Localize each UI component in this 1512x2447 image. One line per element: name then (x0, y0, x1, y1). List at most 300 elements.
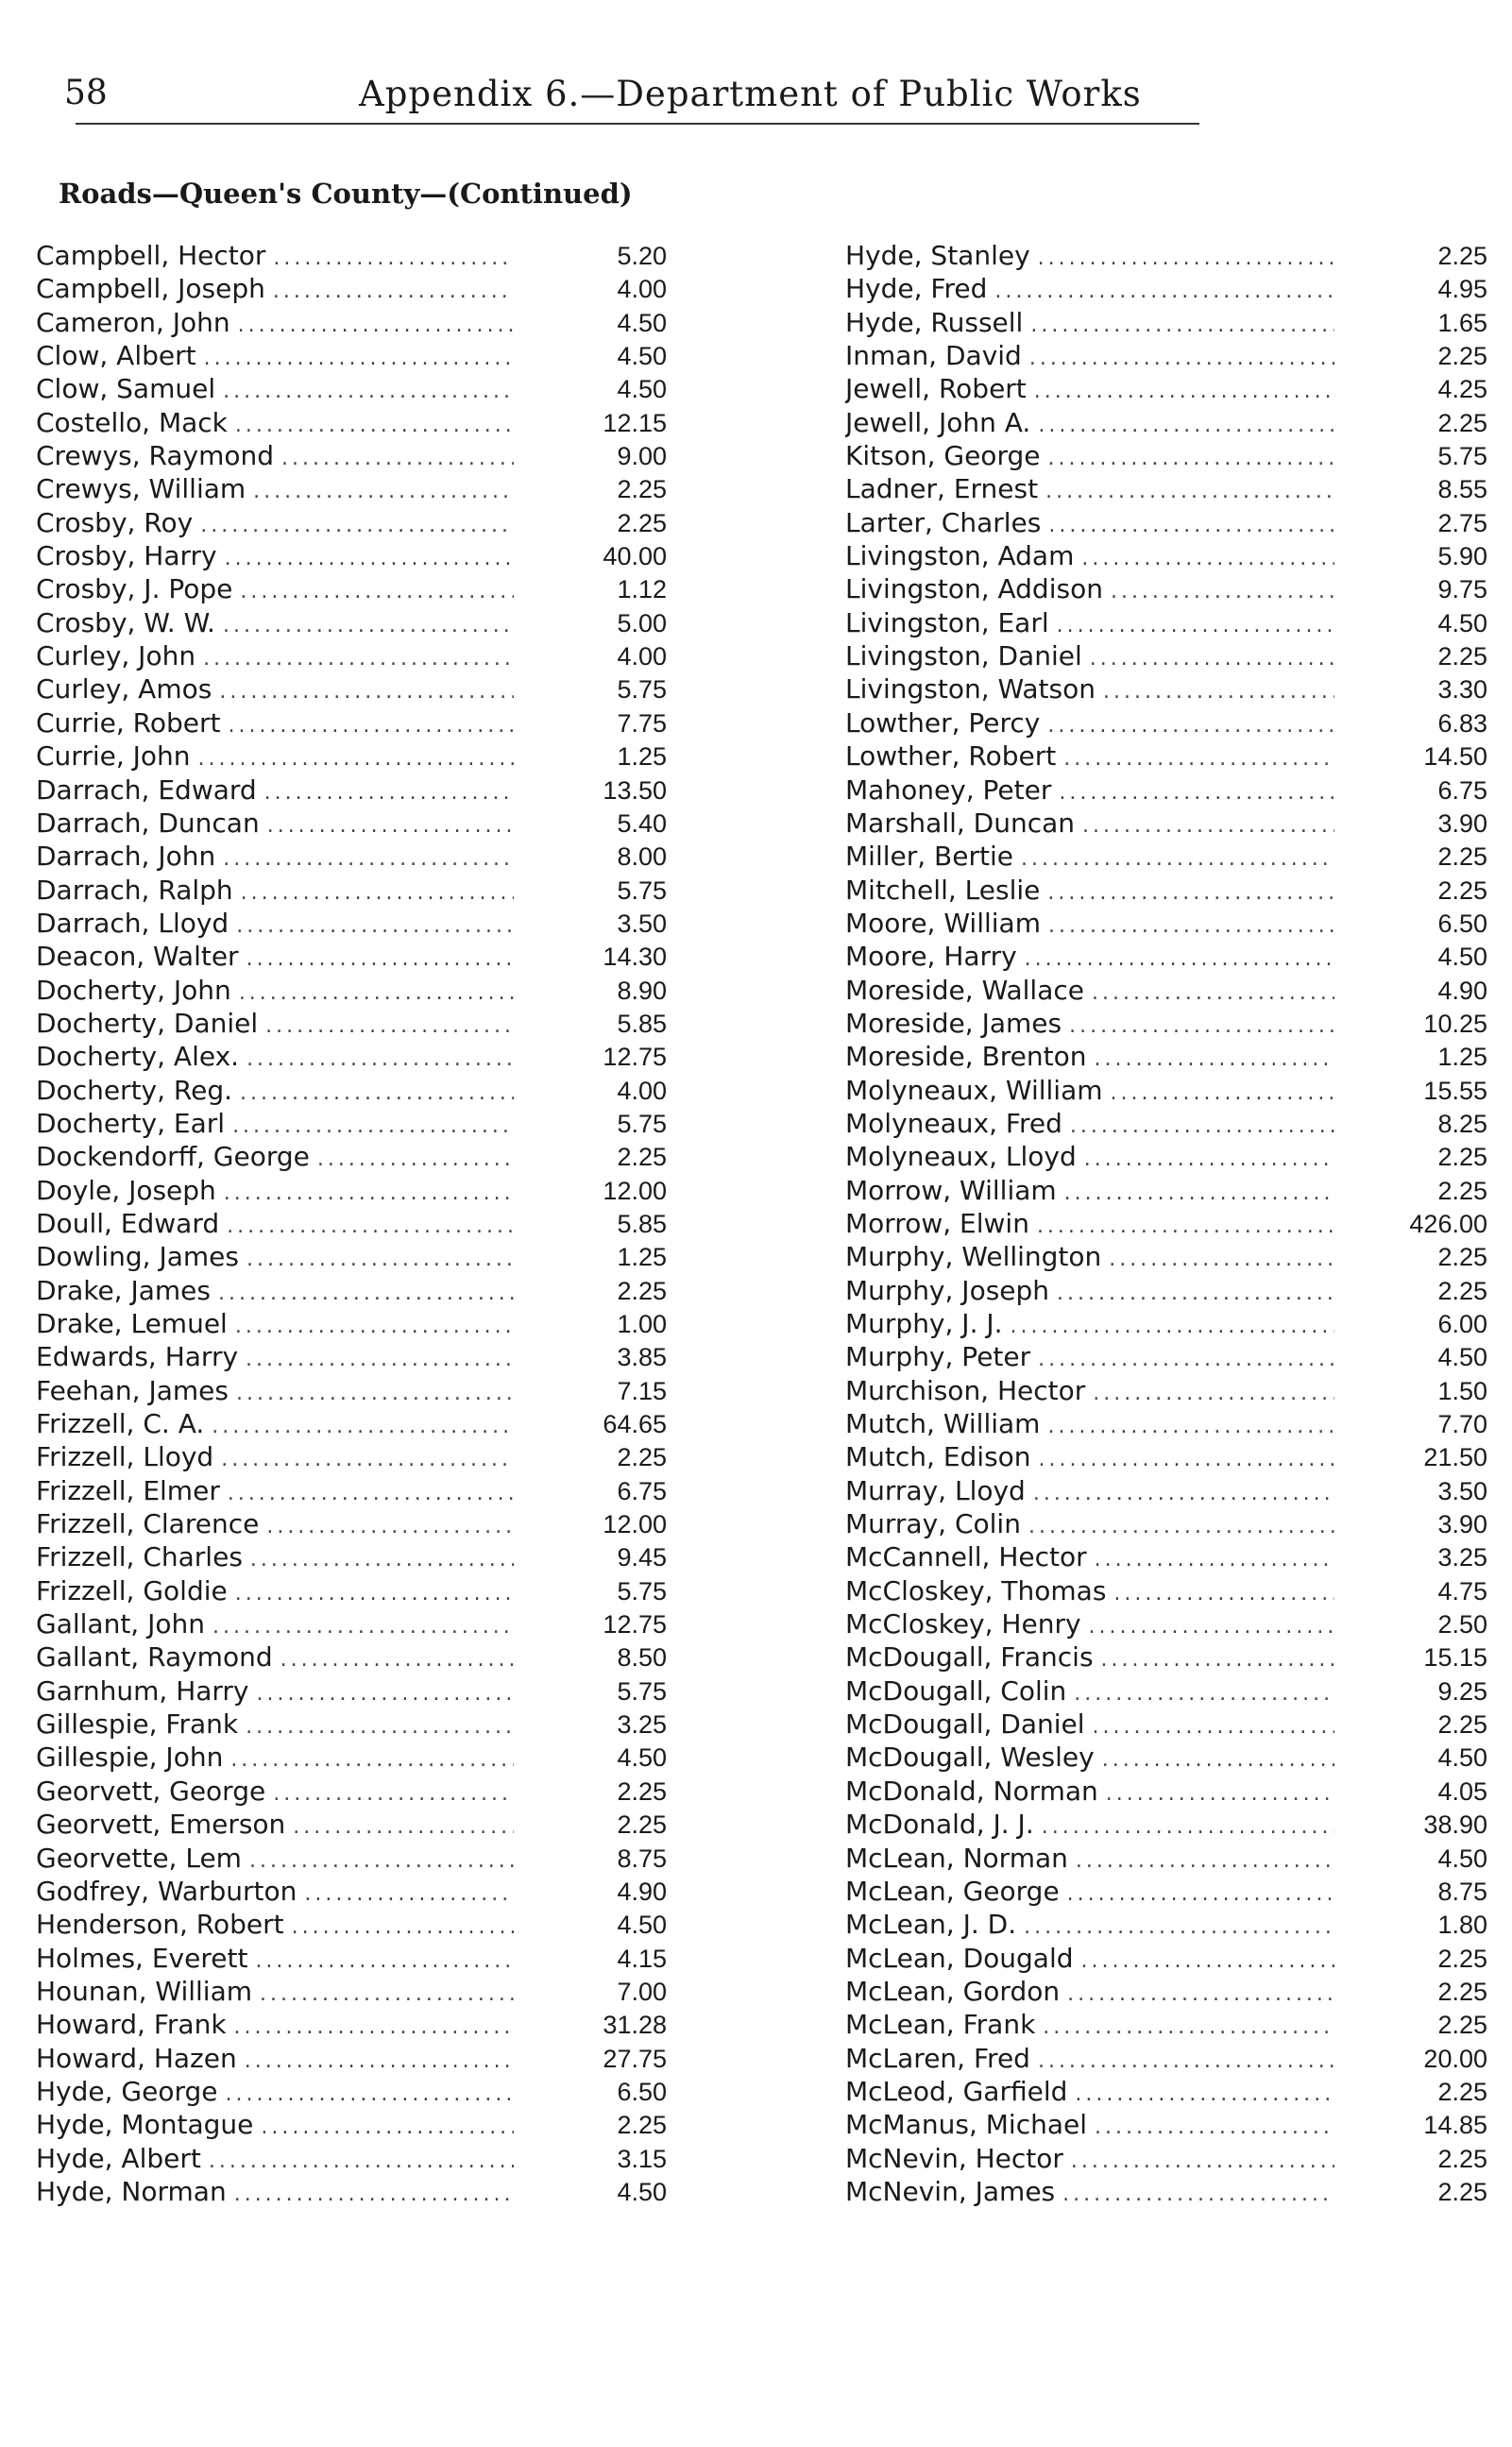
entry-amount: 426.00 (1409, 1209, 1487, 1238)
list-item (845, 1641, 1487, 1674)
dot-leader (235, 1315, 514, 1338)
dot-leader (293, 1815, 514, 1839)
dot-leader (1021, 847, 1334, 871)
list-item (845, 975, 1487, 1008)
dot-leader (1103, 680, 1334, 704)
entry-amount: 27.75 (603, 2044, 667, 2073)
list-item (36, 640, 671, 673)
entry-name-cell (36, 573, 525, 604)
header-rule (76, 123, 1199, 125)
entry-amount: 4.50 (1437, 1343, 1487, 1372)
dot-leader (228, 1482, 514, 1505)
dot-leader (1057, 614, 1334, 637)
entry-amount: 1.25 (1437, 1043, 1487, 1072)
entry-amount: 8.55 (1437, 475, 1487, 504)
dot-leader (1045, 480, 1334, 503)
dot-leader (261, 2116, 514, 2139)
dot-leader (223, 380, 514, 403)
list-item (845, 1175, 1487, 1208)
entry-name-cell (36, 2076, 525, 2107)
dot-leader (226, 2082, 515, 2106)
dot-leader (1025, 947, 1334, 971)
list-item (36, 1608, 671, 1641)
dot-leader (1084, 1147, 1334, 1171)
dot-leader (1076, 1849, 1334, 1873)
entry-name-cell (845, 2143, 1346, 2174)
entry-name: McCloskey, Henry (845, 1608, 1081, 1640)
list-item (845, 2176, 1487, 2209)
entry-name-cell (36, 1108, 525, 1139)
entry-name: Drake, Lemuel (36, 1308, 228, 1339)
dot-leader (1109, 1248, 1334, 1271)
dot-leader (1038, 414, 1334, 437)
list-item (36, 841, 671, 874)
list-item (36, 740, 671, 773)
list-item (845, 807, 1487, 841)
entry-name: Jewell, John A. (845, 406, 1031, 438)
list-item (36, 340, 671, 373)
entry-name-cell (845, 975, 1346, 1006)
entry-name: Dockendorff, George (36, 1141, 310, 1173)
entry-amount: 4.50 (617, 375, 667, 404)
entry-name-cell (845, 1441, 1346, 1472)
entry-amount: 12.15 (603, 408, 667, 437)
dot-leader (235, 414, 514, 437)
dot-leader (241, 881, 514, 905)
entry-amount: 3.15 (617, 2144, 667, 2173)
entry-name: Larter, Charles (845, 506, 1042, 538)
dot-leader (1059, 781, 1334, 805)
dot-leader (246, 1715, 514, 1739)
dot-leader (1070, 1114, 1334, 1138)
list-item (845, 1041, 1487, 1074)
entry-amount: 6.83 (1437, 708, 1487, 738)
dot-leader (255, 1949, 514, 1973)
entry-amount: 4.00 (617, 642, 667, 671)
list-item (36, 1909, 671, 1942)
entry-name: Murphy, Wellington (845, 1241, 1102, 1273)
list-item (845, 1008, 1487, 1041)
list-item (845, 908, 1487, 941)
list-item (845, 1943, 1487, 1976)
entry-name: McLeod, Garfield (845, 2075, 1068, 2107)
entry-amount: 9.25 (1437, 1676, 1487, 1706)
list-item (36, 1541, 671, 1574)
list-item (36, 240, 671, 273)
list-item (845, 941, 1487, 974)
entry-name-cell (36, 1843, 525, 1874)
dot-leader (1093, 1382, 1334, 1405)
dot-leader (221, 1448, 514, 1471)
dot-leader (1042, 1815, 1334, 1839)
list-item (845, 1675, 1487, 1708)
dot-leader (204, 347, 514, 370)
list-item (845, 2143, 1487, 2176)
list-item (36, 1441, 671, 1474)
entry-name: Howard, Frank (36, 2009, 227, 2041)
entry-name-cell (845, 273, 1346, 304)
list-item (36, 1041, 671, 1074)
entry-name: Molyneaux, Fred (845, 1107, 1062, 1139)
entry-name-cell (845, 340, 1346, 371)
entry-name-cell (36, 1275, 525, 1306)
dot-leader (234, 2015, 514, 2039)
entry-name-cell (845, 1241, 1346, 1272)
entry-amount: 5.40 (617, 808, 667, 838)
entry-name: Edwards, Harry (36, 1341, 239, 1373)
entry-name-cell (36, 1541, 525, 1572)
list-item (845, 1075, 1487, 1108)
entry-amount: 2.25 (1437, 1276, 1487, 1305)
list-item (36, 307, 671, 340)
entry-amount: 9.75 (1437, 575, 1487, 604)
entry-name-cell (36, 1375, 525, 1406)
list-item (845, 1441, 1487, 1474)
entry-amount: 15.55 (1423, 1076, 1487, 1105)
dot-leader (1111, 1081, 1334, 1105)
list-item (36, 1641, 671, 1674)
entry-name: McLaren, Fred (845, 2042, 1030, 2074)
entry-amount: 6.00 (1437, 1310, 1487, 1338)
entry-amount: 4.50 (617, 1911, 667, 1940)
entry-amount: 40.00 (603, 542, 667, 571)
dot-leader (1082, 814, 1334, 838)
entry-name-cell (845, 1341, 1346, 1372)
entry-name-cell (845, 1641, 1346, 1673)
list-item (36, 540, 671, 573)
entry-name: Darrach, Ralph (36, 874, 233, 906)
list-item (36, 1208, 671, 1241)
entry-name-cell (36, 1208, 525, 1239)
entry-name-cell (36, 1441, 525, 1472)
entry-name: Gillespie, John (36, 1742, 224, 1774)
dot-leader (265, 1014, 514, 1038)
entry-name: Darrach, Edward (36, 773, 257, 806)
entry-amount: 1.25 (617, 1243, 667, 1272)
entry-amount: 3.30 (1437, 675, 1487, 705)
entry-name-cell (36, 740, 525, 772)
entry-amount: 2.25 (1437, 242, 1487, 270)
entry-name: Campbell, Joseph (36, 273, 265, 305)
entry-name: Moore, William (845, 907, 1041, 939)
entry-name: Henderson, Robert (36, 1909, 284, 1941)
entry-amount: 5.75 (617, 1576, 667, 1606)
entry-name: Dowling, James (36, 1241, 239, 1273)
entry-amount: 2.25 (1437, 408, 1487, 437)
dot-leader (257, 1682, 514, 1706)
entry-name: McDonald, J. J. (845, 1809, 1034, 1841)
entry-amount: 2.75 (1437, 508, 1487, 537)
entry-amount: 4.50 (1437, 1743, 1487, 1773)
entry-name: Crosby, J. Pope (36, 573, 233, 605)
entry-amount: 2.25 (1437, 642, 1487, 671)
list-item (36, 607, 671, 640)
dot-leader (1062, 2183, 1334, 2206)
entry-name-cell (36, 1708, 525, 1740)
entry-amount: 7.75 (617, 708, 667, 738)
list-item (36, 941, 671, 974)
list-item (36, 875, 671, 908)
list-item (845, 1375, 1487, 1408)
entry-name: Gillespie, Frank (36, 1708, 239, 1741)
list-item (36, 807, 671, 841)
list-item (36, 774, 671, 807)
entry-name-cell (845, 2109, 1346, 2140)
page-number: 58 (64, 74, 108, 112)
entry-amount: 5.20 (617, 242, 667, 270)
list-item (36, 1843, 671, 1876)
entry-amount: 8.50 (617, 1643, 667, 1673)
entry-amount: 1.00 (617, 1310, 667, 1338)
dot-leader (224, 1181, 514, 1205)
entry-name-cell (36, 875, 525, 906)
entry-name-cell (845, 373, 1346, 404)
entry-name-cell (845, 1275, 1346, 1306)
entry-name: Frizzell, Elmer (36, 1474, 220, 1506)
dot-leader (235, 1582, 514, 1606)
dot-leader (1047, 1415, 1334, 1438)
entry-name-cell (845, 1108, 1346, 1139)
entry-amount: 5.90 (1437, 542, 1487, 571)
list-item (36, 1175, 671, 1208)
entry-amount: 6.75 (617, 1476, 667, 1505)
entry-amount: 4.95 (1437, 275, 1487, 304)
dot-leader (281, 447, 514, 470)
entry-name-cell (36, 1308, 525, 1339)
list-item (845, 640, 1487, 673)
list-item (845, 2043, 1487, 2076)
entry-amount: 3.25 (1437, 1543, 1487, 1572)
dot-leader (212, 1615, 514, 1639)
entry-name-cell (36, 807, 525, 839)
dot-leader (264, 781, 514, 805)
entry-name-cell (36, 1475, 525, 1506)
entry-amount: 2.25 (617, 1810, 667, 1840)
entry-name-cell (845, 573, 1346, 604)
dot-leader (223, 847, 514, 871)
entry-name: McLean, George (845, 1875, 1060, 1907)
dot-leader (1093, 1715, 1334, 1739)
entry-name: Lowther, Robert (845, 740, 1057, 773)
entry-amount: 21.50 (1423, 1443, 1487, 1472)
entry-name-cell (845, 1608, 1346, 1640)
entry-name-cell (845, 307, 1346, 338)
entry-amount: 1.50 (1437, 1376, 1487, 1405)
entry-name-cell (36, 507, 525, 538)
entry-amount: 8.75 (1437, 1877, 1487, 1906)
list-item (36, 1141, 671, 1174)
list-item (36, 1776, 671, 1809)
entry-amount: 2.25 (617, 475, 667, 504)
list-item (845, 273, 1487, 306)
list-item (845, 1575, 1487, 1608)
list-item (36, 440, 671, 473)
entry-name-cell (36, 2043, 525, 2074)
entry-amount: 12.00 (603, 1510, 667, 1539)
entry-name-cell (36, 1776, 525, 1807)
dot-leader (246, 1248, 514, 1271)
entry-amount: 1.12 (617, 575, 667, 604)
entry-amount: 4.50 (617, 308, 667, 337)
entry-name: Hyde, Albert (36, 2142, 201, 2174)
entry-name-cell (36, 707, 525, 739)
entry-amount: 2.25 (1437, 1243, 1487, 1272)
dot-leader (280, 1648, 514, 1672)
page-header (64, 68, 1188, 125)
entry-name-cell (845, 2176, 1346, 2207)
entry-name: Murray, Lloyd (845, 1474, 1026, 1506)
entry-name-cell (845, 740, 1346, 772)
entry-name: Campbell, Hector (36, 240, 266, 271)
dot-leader (273, 280, 514, 303)
dot-leader (245, 2049, 514, 2073)
entry-amount: 3.50 (617, 909, 667, 938)
list-item (845, 1275, 1487, 1308)
entry-name: Livingston, Daniel (845, 640, 1082, 672)
list-item (36, 2143, 671, 2176)
dot-leader (223, 614, 514, 637)
dot-leader (1038, 1348, 1334, 1371)
entry-name: McLean, Norman (845, 1842, 1068, 1874)
entry-name: Morrow, William (845, 1174, 1057, 1206)
entry-amount: 2.25 (1437, 875, 1487, 905)
entry-name: Clow, Samuel (36, 373, 216, 405)
entry-name: Hounan, William (36, 1975, 253, 2007)
entry-amount: 2.25 (617, 1776, 667, 1806)
entry-name: McCloskey, Thomas (845, 1574, 1107, 1606)
entry-name: Ladner, Ernest (845, 473, 1039, 505)
dot-leader (1090, 647, 1334, 671)
entry-name-cell (36, 373, 525, 404)
entry-amount: 4.75 (1437, 1576, 1487, 1606)
entry-name: Molyneaux, William (845, 1074, 1103, 1106)
dot-leader (1067, 1882, 1334, 1906)
entry-name-cell (36, 1641, 525, 1673)
entry-name-cell (36, 1909, 525, 1940)
entry-amount: 2.25 (1437, 1176, 1487, 1205)
entry-name-cell (36, 307, 525, 338)
entry-name: Murchison, Hector (845, 1374, 1086, 1406)
entry-name: Livingston, Earl (845, 606, 1049, 638)
entry-name-cell (36, 1075, 525, 1106)
entry-amount: 14.85 (1423, 2111, 1487, 2140)
list-item (36, 1976, 671, 2009)
entry-amount: 4.90 (1437, 976, 1487, 1005)
dot-leader (1106, 1782, 1334, 1806)
entry-name: Moreside, James (845, 1007, 1062, 1039)
dot-leader (246, 947, 514, 971)
dot-leader (1067, 1982, 1334, 2006)
dot-leader (273, 1782, 514, 1806)
entry-amount: 5.75 (617, 1676, 667, 1706)
entry-name-cell (845, 1809, 1346, 1840)
entry-amount: 5.75 (617, 875, 667, 905)
entry-name: Darrach, John (36, 841, 216, 873)
entry-name-cell (36, 1341, 525, 1372)
list-item (845, 707, 1487, 740)
entry-name-cell (845, 1742, 1346, 1773)
dot-leader (1038, 2049, 1334, 2073)
list-item (845, 1341, 1487, 1374)
entry-amount: 2.25 (1437, 2011, 1487, 2040)
entry-name-cell (36, 673, 525, 705)
left-column (36, 240, 671, 2209)
entry-name: Moore, Harry (845, 941, 1017, 973)
entry-amount: 3.90 (1437, 1510, 1487, 1539)
entry-name-cell (36, 2176, 525, 2207)
entry-name: Livingston, Adam (845, 540, 1075, 572)
entry-amount: 15.15 (1423, 1643, 1487, 1673)
entry-name-cell (36, 1175, 525, 1206)
entry-amount: 8.00 (617, 842, 667, 872)
list-item (36, 1943, 671, 1976)
list-item (36, 1809, 671, 1842)
entry-name: Kitson, George (845, 440, 1041, 472)
entry-amount: 4.90 (617, 1877, 667, 1906)
entry-name-cell (36, 340, 525, 371)
entry-amount: 2.25 (1437, 342, 1487, 371)
entry-amount: 4.00 (617, 275, 667, 304)
entry-name-cell (845, 2043, 1346, 2074)
entry-amount: 12.00 (603, 1176, 667, 1205)
entry-amount: 14.50 (1423, 742, 1487, 772)
entry-name: Crosby, Roy (36, 506, 194, 538)
entry-name: Frizzell, Clarence (36, 1508, 260, 1540)
entry-name: Godfrey, Warburton (36, 1875, 297, 1907)
entry-name: Georvette, Lem (36, 1842, 242, 1874)
dot-leader (1095, 1047, 1334, 1071)
dot-leader (1034, 380, 1334, 403)
entry-amount: 4.05 (1437, 1776, 1487, 1806)
entry-name: McManus, Michael (845, 2109, 1087, 2141)
dot-leader (1047, 447, 1334, 470)
list-item (36, 1508, 671, 1541)
entry-name: Frizzell, Lloyd (36, 1441, 214, 1473)
entry-name-cell (36, 440, 525, 471)
list-item (36, 1742, 671, 1775)
entry-name: McDougall, Colin (845, 1674, 1067, 1707)
entry-name: McLean, Dougald (845, 1942, 1074, 1974)
list-item (845, 1241, 1487, 1274)
entry-name-cell (845, 1541, 1346, 1572)
dot-leader (1011, 1315, 1334, 1338)
entry-name-cell (36, 473, 525, 504)
list-item (845, 1742, 1487, 1775)
entry-name-cell (845, 1708, 1346, 1740)
entry-name-cell (845, 1041, 1346, 1072)
dot-leader (1102, 1748, 1334, 1772)
dot-leader (1092, 981, 1334, 1005)
list-item (36, 1275, 671, 1308)
entry-name-cell (36, 1675, 525, 1707)
entry-amount: 2.25 (617, 1276, 667, 1305)
entry-name-cell (36, 1141, 525, 1172)
dot-leader (1071, 2150, 1334, 2173)
entry-name-cell (845, 540, 1346, 571)
entry-name: Murphy, J. J. (845, 1308, 1003, 1339)
entry-name-cell (36, 540, 525, 571)
entry-name: Mutch, William (845, 1408, 1041, 1440)
entry-name: Deacon, Walter (36, 941, 239, 973)
entry-name-cell (845, 1375, 1346, 1406)
entry-name-cell (845, 1675, 1346, 1707)
dot-leader (239, 981, 514, 1005)
list-item (845, 507, 1487, 540)
list-item (845, 1976, 1487, 2009)
dot-leader (198, 747, 514, 771)
entry-amount: 7.15 (617, 1376, 667, 1405)
dot-leader (238, 314, 514, 337)
